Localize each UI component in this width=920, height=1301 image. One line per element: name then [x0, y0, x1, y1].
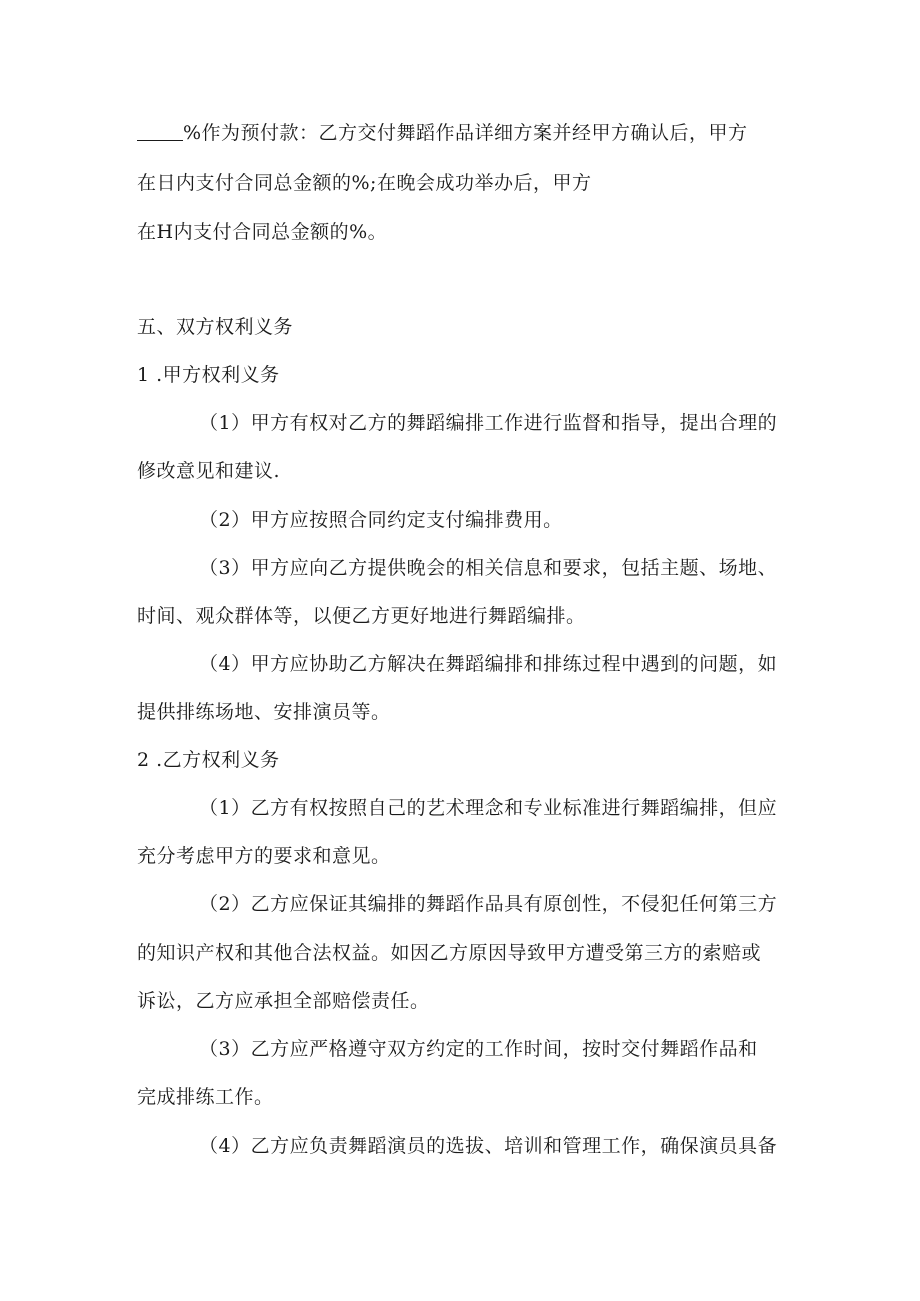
party-b-item-4-line-1: （4）乙方应负责舞蹈演员的选拔、培训和管理工作，确保演员具备: [199, 1135, 778, 1157]
payment-line-1: [137, 120, 787, 146]
party-a-item-4-line-1: （4）甲方应协助乙方解决在舞蹈编排和排练过程中遇到的问题，如: [199, 653, 778, 675]
party-b-item-1-line-2: 充分考虑甲方的要求和意见。: [137, 845, 391, 867]
party-a-item-3-line-1: （3）甲方应向乙方提供晚会的相关信息和要求，包括主题、场地、: [199, 557, 778, 579]
party-a-item-3-line-2: 时间、观众群体等，以便乙方更好地进行舞蹈编排。: [137, 605, 586, 627]
party-b-item-1-line-1: （1）乙方有权按照自己的艺术理念和专业标准进行舞蹈编排，但应: [199, 797, 778, 819]
party-b-item-2-line-1: （2）乙方应保证其编排的舞蹈作品具有原创性，不侵犯任何第三方: [199, 893, 778, 915]
party-b-item-3-line-1: （3）乙方应严格遵守双方约定的工作时间，按时交付舞蹈作品和: [199, 1038, 758, 1060]
party-b-item-2-line-2: 的知识产权和其他合法权益。如因乙方原因导致甲方遭受第三方的索赔或: [137, 942, 762, 964]
fill-in-blank: [137, 122, 183, 141]
party-b-heading: 2 .乙方权利义务: [137, 749, 280, 771]
section-heading: 五、双方权利义务: [137, 316, 294, 338]
payment-line-2: 在日内支付合同总金额的%;在晚会成功举办后，甲方: [137, 172, 592, 194]
payment-line-1-text: %作为预付款：乙方交付舞蹈作品详细方案并经甲方确认后，甲方: [183, 122, 748, 144]
party-a-heading: 1 .甲方权利义务: [137, 364, 280, 386]
party-a-item-1-line-2: 修改意见和建议.: [137, 460, 281, 482]
party-a-item-4-line-2: 提供排练场地、安排演员等。: [137, 701, 391, 723]
party-b-item-2-line-3: 诉讼，乙方应承担全部赔偿责任。: [137, 990, 430, 1012]
payment-line-3: 在H内支付合同总金额的%。: [137, 221, 388, 243]
party-b-item-3-line-2: 完成排练工作。: [137, 1086, 274, 1108]
party-a-item-1-line-1: （1）甲方有权对乙方的舞蹈编排工作进行监督和指导，提出合理的: [199, 412, 778, 434]
party-a-item-2-line-1: （2）甲方应按照合同约定支付编排费用。: [199, 509, 563, 531]
